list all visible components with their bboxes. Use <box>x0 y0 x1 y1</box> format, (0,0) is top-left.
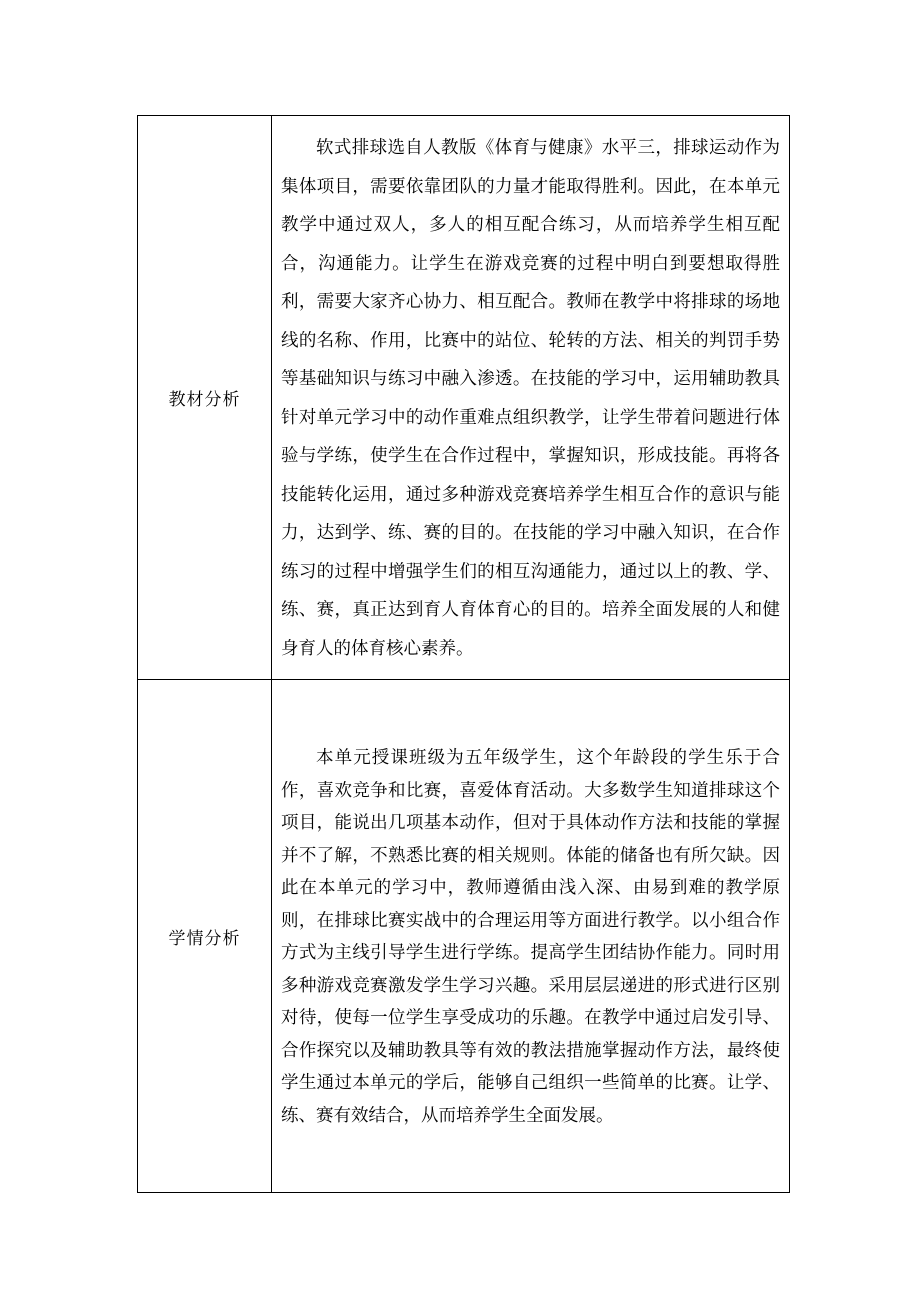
text-cell-teaching-material <box>272 116 789 679</box>
table-row-teaching-material <box>138 116 789 679</box>
analysis-table <box>137 115 790 1193</box>
text-cell-learner-analysis <box>272 680 789 1192</box>
teaching-material-paragraph: 软式排球选自人教版《体育与健康》水平三，排球运动作为集体项目，需要依靠团队的力量才能取得胜利。因此，在本单元教学中通过双人，多人的相互配合练习，从而培养学生相互配合，沟通能力。让学生在游戏竞赛的过程中明白到要想取得胜利，需要大家齐心协力、相互配合。教师在教学中将排球的场地线的名称、作用，比赛中的站位、轮转的方法、相关的判罚手势等基础知识与练习中融入渗透。在技能的学习中，运用辅助教具针对单元学习中的动作重难点组织教学，让学生带着问题进行体验与学练，使学生在合作过程中，掌握知识，形成技能。再将各技能转化运用，通过多种游戏竞赛培养学生相互合作的意识与能力，达到学、练、赛的目的。在技能的学习中融入知识，在合作练习的过程中增强学生们的相互沟通能力，通过以上的教、学、练、赛，真正达到育人育体育心的目的。培养全面发展的人和健身育人的体育核心素养。 <box>281 137 780 658</box>
row-label-learner-analysis: 学情分析 <box>168 928 241 948</box>
label-cell-teaching-material <box>138 116 272 679</box>
table-row-learner-analysis <box>138 679 789 1192</box>
label-cell-learner-analysis <box>138 680 272 1192</box>
row-label-teaching-material: 教材分析 <box>168 390 241 409</box>
learner-analysis-paragraph: 本单元授课班级为五年级学生，这个年龄段的学生乐于合作，喜欢竞争和比赛，喜爱体育活动。大多数学生知道排球这个项目，能说出几项基本动作，但对于具体动作方法和技能的掌握并不了解，不熟悉比赛的相关规则。体能的储备也有所欠缺。因此在本单元的学习中，教师遵循由浅入深、由易到难的教学原则，在排球比赛实战中的合理运用等方面进行教学。以小组合作方式为主线引导学生进行学练。提高学生团结协作能力。同时用多种游戏竞赛激发学生学习兴趣。采用层层递进的形式进行区别对待，使每一位学生享受成功的乐趣。在教学中通过启发引导、合作探究以及辅助教具等有效的教法措施掌握动作方法，最终使学生通过本单元的学后，能够自己组织一些简单的比赛。让学、练、赛有效结合，从而培养学生全面发展。 <box>281 747 780 1125</box>
